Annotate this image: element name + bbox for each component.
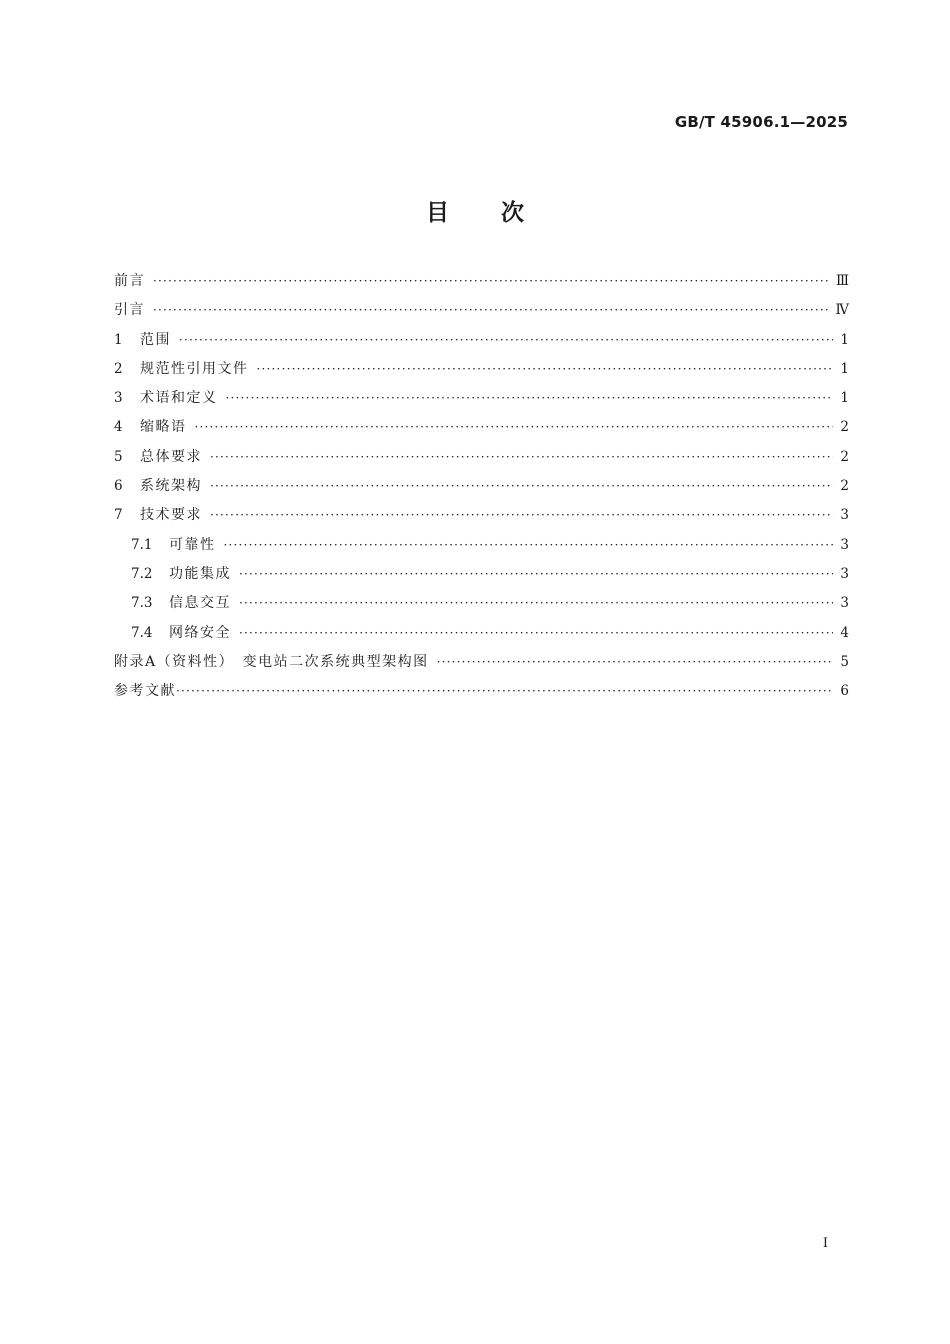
toc-entry-page: 3 xyxy=(840,536,849,553)
toc-entry-label: 技术要求 xyxy=(140,507,202,524)
toc-entry-number: 7 xyxy=(114,507,123,524)
toc-entry-label: 引言 xyxy=(114,302,145,319)
toc-entry[interactable] xyxy=(114,416,849,445)
toc-entry-page: 4 xyxy=(840,624,849,641)
toc-leader-dots xyxy=(210,508,833,522)
toc-entry-number: 2 xyxy=(114,360,123,377)
toc-leader-dots xyxy=(179,333,833,347)
toc-entry[interactable] xyxy=(114,622,849,651)
toc-entry-label: 功能集成 xyxy=(169,565,231,582)
toc-entry-label: 可靠性 xyxy=(169,536,216,553)
toc-entry-number: 3 xyxy=(114,390,123,407)
toc-leader-dots xyxy=(210,450,833,464)
toc-leader-dots xyxy=(437,655,833,669)
table-of-contents xyxy=(114,270,849,709)
toc-entry-number: 6 xyxy=(114,478,123,495)
toc-entry-page: 2 xyxy=(840,448,849,465)
toc-entry[interactable] xyxy=(114,387,849,416)
toc-entry-label: 缩略语 xyxy=(140,419,187,436)
toc-entry-page: 2 xyxy=(840,478,849,495)
toc-entry-label: 总体要求 xyxy=(140,448,202,465)
toc-entry[interactable] xyxy=(114,329,849,358)
toc-entry[interactable] xyxy=(114,358,849,387)
toc-entry-number: 7.3 xyxy=(131,595,153,612)
toc-entry-number: 5 xyxy=(114,448,123,465)
page-number: I xyxy=(822,1236,828,1251)
toc-leader-dots xyxy=(153,303,830,317)
toc-entry-page: 1 xyxy=(840,360,849,377)
toc-leader-dots xyxy=(239,626,833,640)
toc-entry[interactable] xyxy=(114,592,849,621)
toc-entry-page: 6 xyxy=(840,683,849,700)
toc-entry[interactable] xyxy=(114,446,849,475)
toc-leader-dots xyxy=(210,479,833,493)
toc-leader-dots xyxy=(239,596,833,610)
toc-entry[interactable] xyxy=(114,534,849,563)
toc-entry-page: 5 xyxy=(840,653,849,670)
toc-entry-number: 7.1 xyxy=(131,536,153,553)
toc-leader-dots xyxy=(226,391,834,405)
toc-entry-label: 术语和定义 xyxy=(140,390,218,407)
toc-entry-label: 规范性引用文件 xyxy=(140,360,249,377)
toc-entry-page: 1 xyxy=(840,390,849,407)
toc-entry-number: 7.4 xyxy=(131,624,153,641)
toc-leader-dots xyxy=(239,567,833,581)
toc-entry-label: 参考文献 xyxy=(114,683,176,700)
toc-entry-label: 网络安全 xyxy=(169,624,231,641)
toc-entry[interactable] xyxy=(114,563,849,592)
toc-entry-page: Ⅲ xyxy=(835,273,849,289)
toc-entry[interactable] xyxy=(114,299,849,328)
toc-entry[interactable] xyxy=(114,270,849,299)
toc-leader-dots xyxy=(224,538,834,552)
toc-entry-label: 附录A（资料性） 变电站二次系统典型架构图 xyxy=(114,653,429,670)
toc-entry-page: 3 xyxy=(840,565,849,582)
toc-entry-label: 系统架构 xyxy=(140,478,202,495)
toc-entry-number: 4 xyxy=(114,419,123,436)
toc-entry[interactable] xyxy=(114,504,849,533)
toc-entry[interactable] xyxy=(114,475,849,504)
toc-entry-label: 信息交互 xyxy=(169,595,231,612)
toc-entry[interactable] xyxy=(114,651,849,680)
toc-entry-page: 2 xyxy=(840,419,849,436)
toc-leader-dots xyxy=(257,362,834,376)
toc-entry-page: Ⅳ xyxy=(835,302,849,319)
toc-leader-dots xyxy=(195,420,834,434)
page-title: 目次 xyxy=(426,200,576,226)
toc-entry-page: 3 xyxy=(840,595,849,612)
toc-entry-number: 7.2 xyxy=(131,565,153,582)
standard-number: GB/T 45906.1—2025 xyxy=(674,113,848,131)
toc-entry[interactable] xyxy=(114,680,849,709)
toc-entry-label: 前言 xyxy=(114,273,145,289)
toc-leader-dots xyxy=(153,274,830,288)
toc-entry-label: 范围 xyxy=(140,331,171,348)
toc-leader-dots xyxy=(176,684,833,698)
toc-entry-page: 1 xyxy=(840,331,849,348)
toc-entry-page: 3 xyxy=(840,507,849,524)
toc-entry-number: 1 xyxy=(114,331,123,348)
